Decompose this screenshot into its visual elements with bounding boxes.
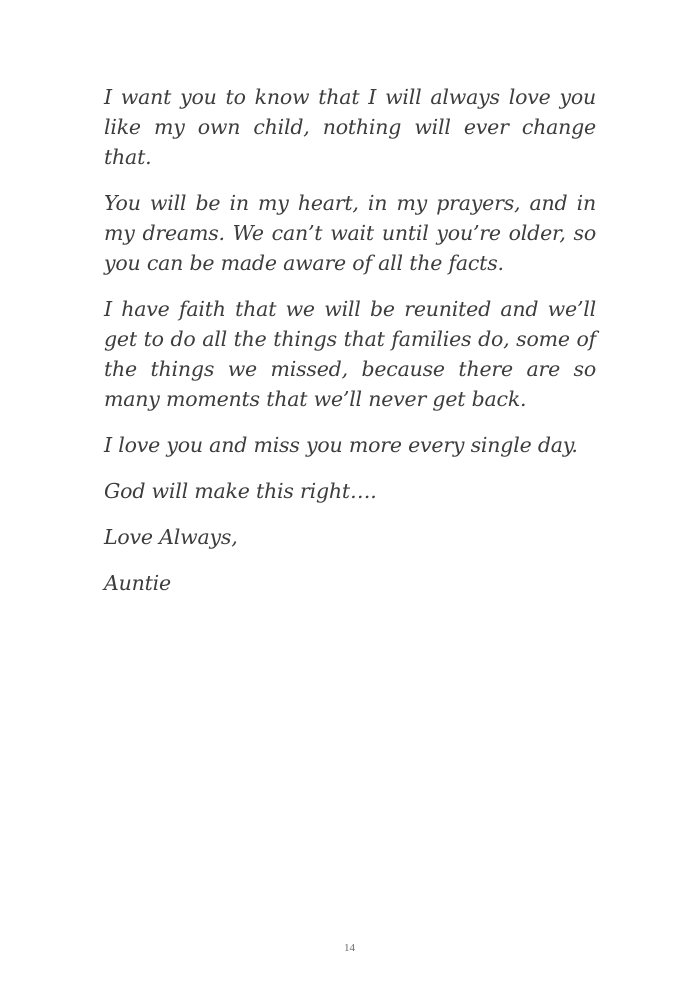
letter-paragraph-1: I want you to know that I will always love you like my own child, nothing will ever change that.	[104, 85, 596, 169]
letter-paragraph-2: You will be in my heart, in my prayers, and in my dreams. We can’t wait until you’re older, so you can be made aware of all the facts.	[104, 191, 596, 275]
letter-body	[104, 82, 596, 614]
signature: Auntie	[104, 571, 171, 595]
page-number: 14	[344, 942, 355, 954]
letter-paragraph-4: I love you and miss you more every single day.	[104, 433, 578, 457]
closing-line: God will make this right….	[104, 479, 377, 503]
letter-paragraph-3: I have faith that we will be reunited and we’ll get to do all the things that families do, some of the things we missed, because there are so many moments that we’ll never get back.	[104, 297, 596, 411]
sign-off: Love Always,	[104, 525, 238, 549]
